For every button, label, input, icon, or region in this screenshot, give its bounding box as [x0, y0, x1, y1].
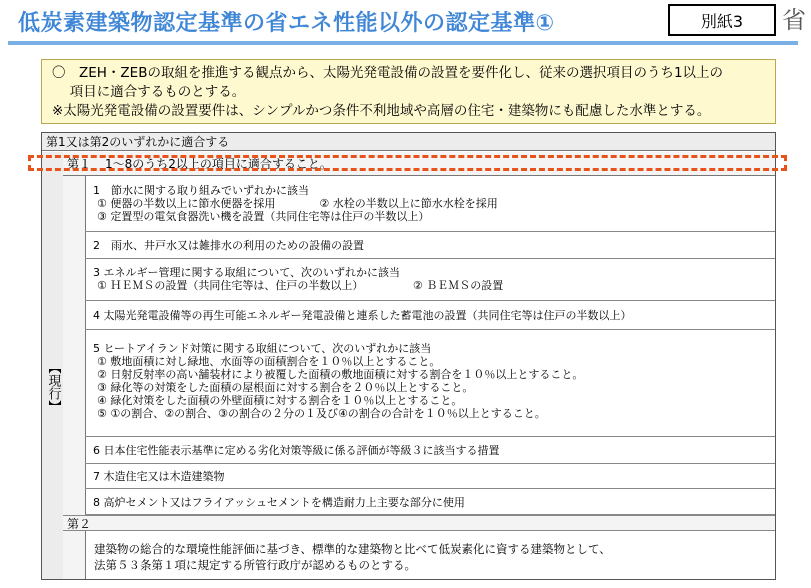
item-5-line-2: ① 敷地面積に対し緑地、水面等の面積割合を１０％以上とすること。 — [97, 355, 441, 368]
list-item — [85, 259, 775, 301]
note-line-1: 〇 ZEH・ZEBの取組を推進する観点から、太陽光発電設備の設置を要件化し、従来の選択項目のうち1以上の — [52, 65, 724, 81]
item-8-line-1: 8 高炉セメント又はフライアッシュセメントを構造耐力上主要な部分に使用 — [93, 496, 465, 509]
item-1-line-2: ① 便器の半数以上に節水便器を採用 ② 水栓の半数以上に節水水栓を採用 — [97, 197, 498, 210]
list-item — [85, 464, 775, 489]
item-7-line-1: 7 木造住宅又は木造建築物 — [93, 470, 225, 483]
list-item — [85, 437, 775, 464]
item-1-line-3: ③ 定置型の電気食器洗い機を設置（共同住宅等は住戸の半数以上） — [97, 210, 430, 223]
summary-note — [41, 59, 776, 124]
option-2-header: 第２ — [63, 515, 775, 531]
current-label — [44, 361, 62, 417]
title-underline — [8, 41, 798, 45]
item-6-line-1: 6 日本住宅性能表示基準に定める劣化対策等級に係る評価が等級３に該当する措置 — [93, 444, 500, 457]
item-3-line-1: 3 エネルギー管理に関する取組について、次のいずれかに該当 — [93, 266, 401, 279]
list-item — [85, 176, 775, 232]
option-2-line-2: 法第５３条第１項に規定する所管行政庁が認めるものとする。 — [94, 558, 416, 572]
item-1-line-1: 1 節水に関する取り組みでいずれかに該当 — [93, 184, 309, 197]
corner-fragment: 省 — [782, 6, 806, 34]
item-4-line-1: 4 太陽光発電設備等の再生可能エネルギー発電設備と連系した蓄電池の設置（共同住宅等は住戸の半数以上） — [93, 309, 632, 322]
current-gutter — [42, 152, 64, 579]
note-line-3: ※太陽光発電設備の設置要件は、シンプルかつ条件不利地域や高層の住宅・建築物にも配慮した水準とする。 — [52, 103, 711, 119]
criteria-table — [41, 132, 776, 580]
option-2-gutter — [63, 531, 85, 579]
list-item — [85, 489, 775, 515]
page-title: 低炭素建築物認定基準の省エネ性能以外の認定基準① — [18, 11, 555, 36]
current-label-text: 【現行】 — [45, 361, 61, 413]
table-header: 第1又は第2のいずれかに適合する — [42, 133, 775, 151]
item-5-line-5: ④ 緑化対策をした面積の外壁面積に対する割合を１０％以上とすること。 — [97, 394, 463, 407]
list-item — [85, 301, 775, 330]
item-5-line-3: ② 日射反射率の高い舗装材により被覆した面積の敷地面積に対する割合を１０％以上とすること。 — [97, 368, 584, 381]
item-3-line-2: ① ＨＥＭＳの設置（共同住宅等は、住戸の半数以上） ② ＢＥＭＳの設置 — [97, 279, 504, 292]
attachment-badge: 別紙3 — [668, 4, 776, 36]
list-item — [85, 232, 775, 259]
highlight-dashed-frame — [28, 155, 787, 171]
note-line-2: 項目に適合するものとする。 — [52, 84, 246, 100]
option-1-label: 第１ — [67, 157, 92, 171]
option-2-line-1: 建築物の総合的な環境性能評価に基づき、標準的な建築物と比べて低炭素化に資する建築物として、 — [94, 542, 611, 556]
option-1-text: 1～8のうち2以上の項目に適合すること。 — [105, 157, 332, 171]
option-2-body — [85, 531, 775, 579]
item-5-line-6: ⑤ ①の割合、②の割合、③の割合の２分の１及び④の割合の合計を１０％以上とすること。 — [97, 407, 546, 420]
list-item — [85, 330, 775, 437]
item-5-line-1: 5 ヒートアイランド対策に関する取組について、次のいずれかに該当 — [93, 342, 432, 355]
item-2-line-1: 2 雨水、井戸水又は雑排水の利用のための設備の設置 — [93, 239, 364, 252]
item-5-line-4: ③ 緑化等の対策をした面積の屋根面に対する割合を２０％以上とすること。 — [97, 381, 474, 394]
option-1-gutter — [63, 176, 86, 515]
